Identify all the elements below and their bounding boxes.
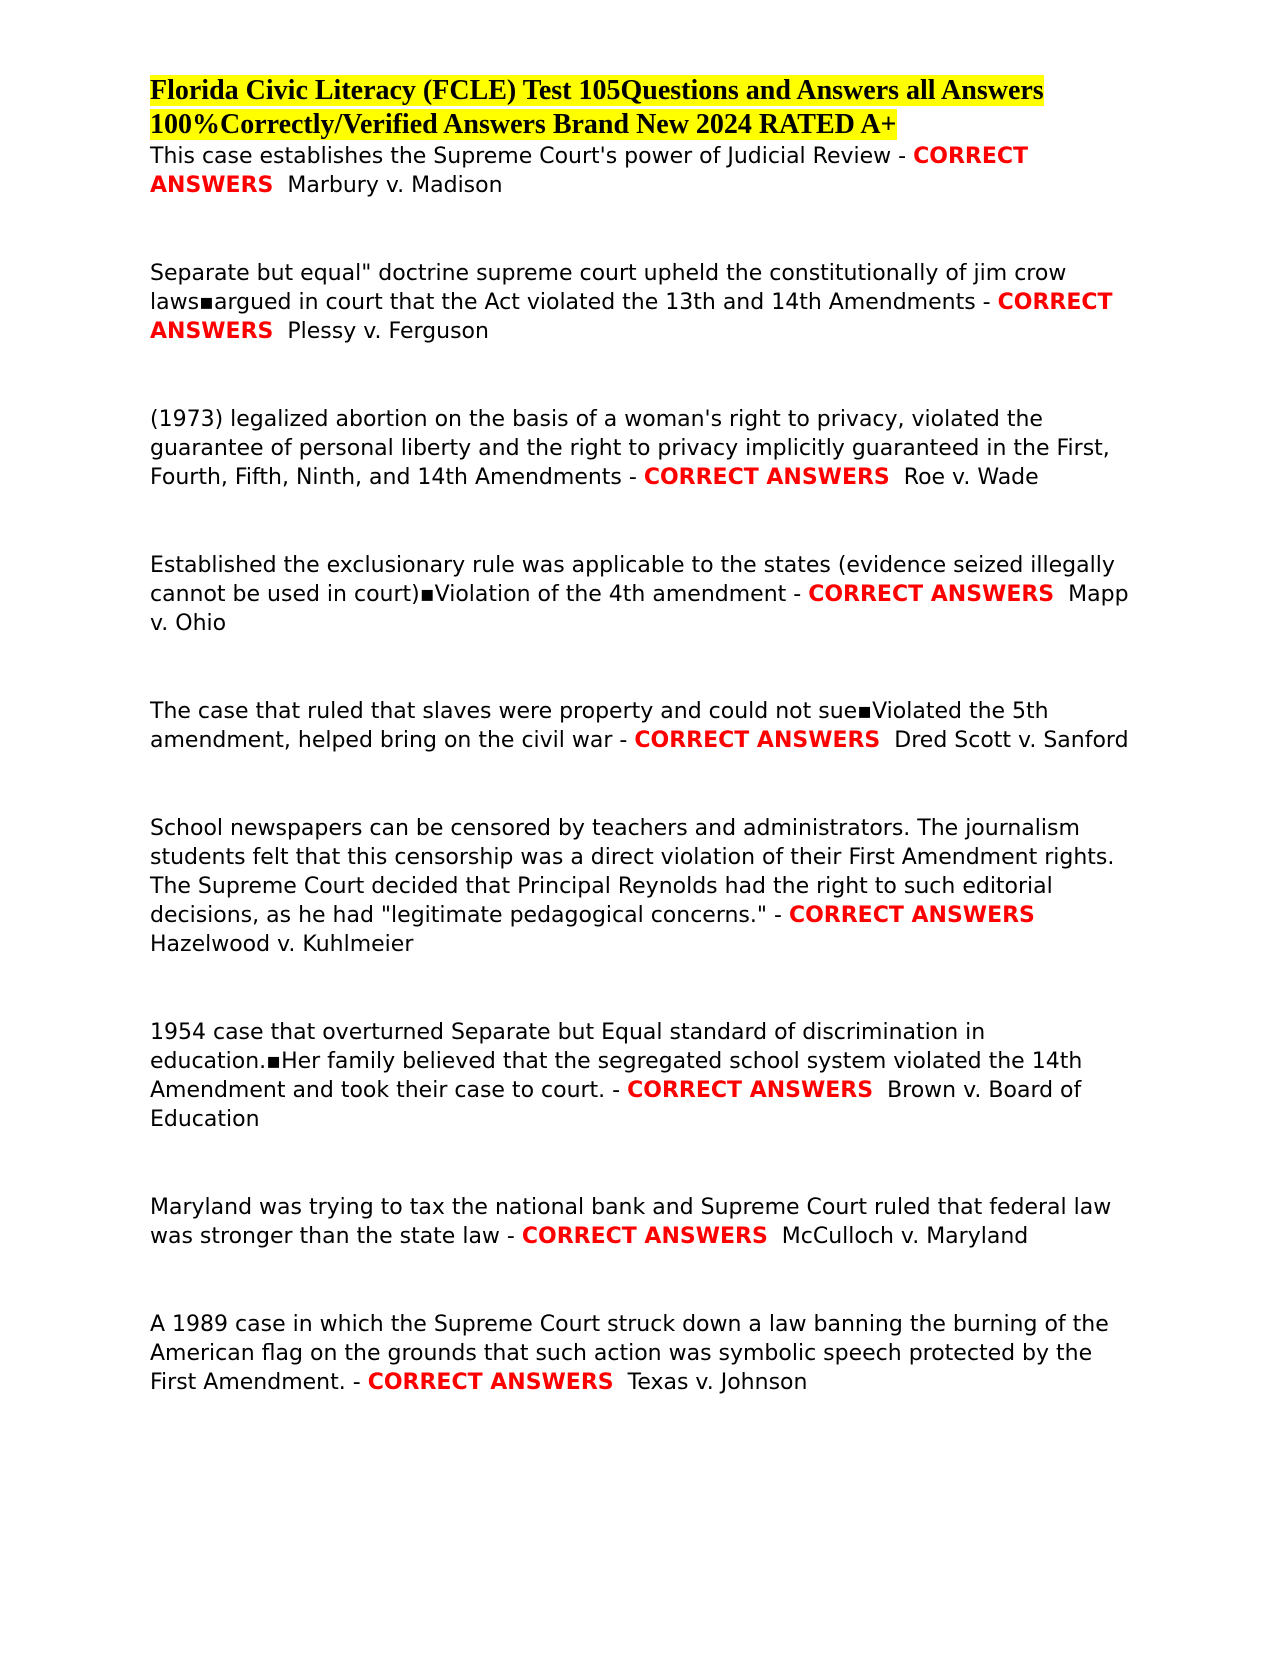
answer-text: Brown v. Board of Education — [150, 1078, 1082, 1132]
correct-answers-label: CORRECT ANSWERS — [150, 144, 1029, 198]
question-text: Maryland was trying to tax the national bank and Supreme Court ruled that federal law was stronger than the state law - — [150, 1195, 1112, 1249]
question-text: School newspapers can be censored by teachers and administrators. The journalism students felt that this censorship was a direct violation of their First Amendment rights. The Supreme Court decided that Principal Reynolds had the right to such editorial decisions, as he had "legitimate pedagogical concerns." - — [150, 816, 1115, 928]
qa-item — [150, 697, 1135, 755]
answer-text: Marbury v. Madison — [287, 173, 503, 198]
title-text: Florida Civic Literacy (FCLE) Test 105Questions and Answers all Answers 100%Correctly/Verified Answers Brand New 2024 RATED A+ — [150, 75, 1044, 140]
qa-item — [150, 1310, 1135, 1397]
answer-text: Hazelwood v. Kuhlmeier — [150, 932, 414, 957]
answer-text: Roe v. Wade — [903, 465, 1039, 490]
qa-list — [150, 142, 1135, 1397]
correct-answers-label: CORRECT ANSWERS — [367, 1370, 614, 1395]
qa-item — [150, 142, 1135, 200]
question-text: A 1989 case in which the Supreme Court struck down a law banning the burning of the American flag on the grounds that such action was symbolic speech protected by the First Amendment. - — [150, 1312, 1109, 1395]
correct-answers-label: CORRECT ANSWERS — [150, 290, 1113, 344]
qa-item — [150, 1193, 1135, 1251]
qa-item — [150, 1018, 1135, 1134]
question-text: (1973) legalized abortion on the basis of a woman's right to privacy, violated the guarantee of personal liberty and the right to privacy implicitly guaranteed in the First, Fourth, Fifth, Ninth, and 14th Amendments - — [150, 407, 1110, 490]
correct-answers-label: CORRECT ANSWERS — [634, 728, 881, 753]
answer-text: Dred Scott v. Sanford — [894, 728, 1129, 753]
answer-text: Plessy v. Ferguson — [287, 319, 489, 344]
qa-item — [150, 259, 1135, 346]
correct-answers-label: CORRECT ANSWERS — [521, 1224, 768, 1249]
question-text: The case that ruled that slaves were property and could not sue▪Violated the 5th amendment, helped bring on the civil war - — [150, 699, 1049, 753]
qa-item — [150, 814, 1135, 959]
answer-text: McCulloch v. Maryland — [781, 1224, 1029, 1249]
question-text: Separate but equal" doctrine supreme court upheld the constitutionally of jim crow laws▪argued in court that the Act violated the 13th and 14th Amendments - — [150, 261, 1067, 315]
document-page — [150, 74, 1135, 1456]
question-text: This case establishes the Supreme Court's power of Judicial Review - — [150, 144, 907, 169]
question-text: Established the exclusionary rule was applicable to the states (evidence seized illegally cannot be used in court)▪Violation of the 4th amendment - — [150, 553, 1115, 607]
correct-answers-label: CORRECT ANSWERS — [643, 465, 890, 490]
document-title — [150, 74, 1135, 142]
correct-answers-label: CORRECT ANSWERS — [788, 903, 1035, 928]
qa-item — [150, 405, 1135, 492]
answer-text: Texas v. Johnson — [627, 1370, 808, 1395]
correct-answers-label: CORRECT ANSWERS — [808, 582, 1055, 607]
correct-answers-label: CORRECT ANSWERS — [627, 1078, 874, 1103]
qa-item — [150, 551, 1135, 638]
answer-text: Mapp v. Ohio — [150, 582, 1129, 636]
question-text: 1954 case that overturned Separate but Equal standard of discrimination in education.▪Her family believed that the segregated school system violated the 14th Amendment and took their case to court. - — [150, 1020, 1083, 1103]
